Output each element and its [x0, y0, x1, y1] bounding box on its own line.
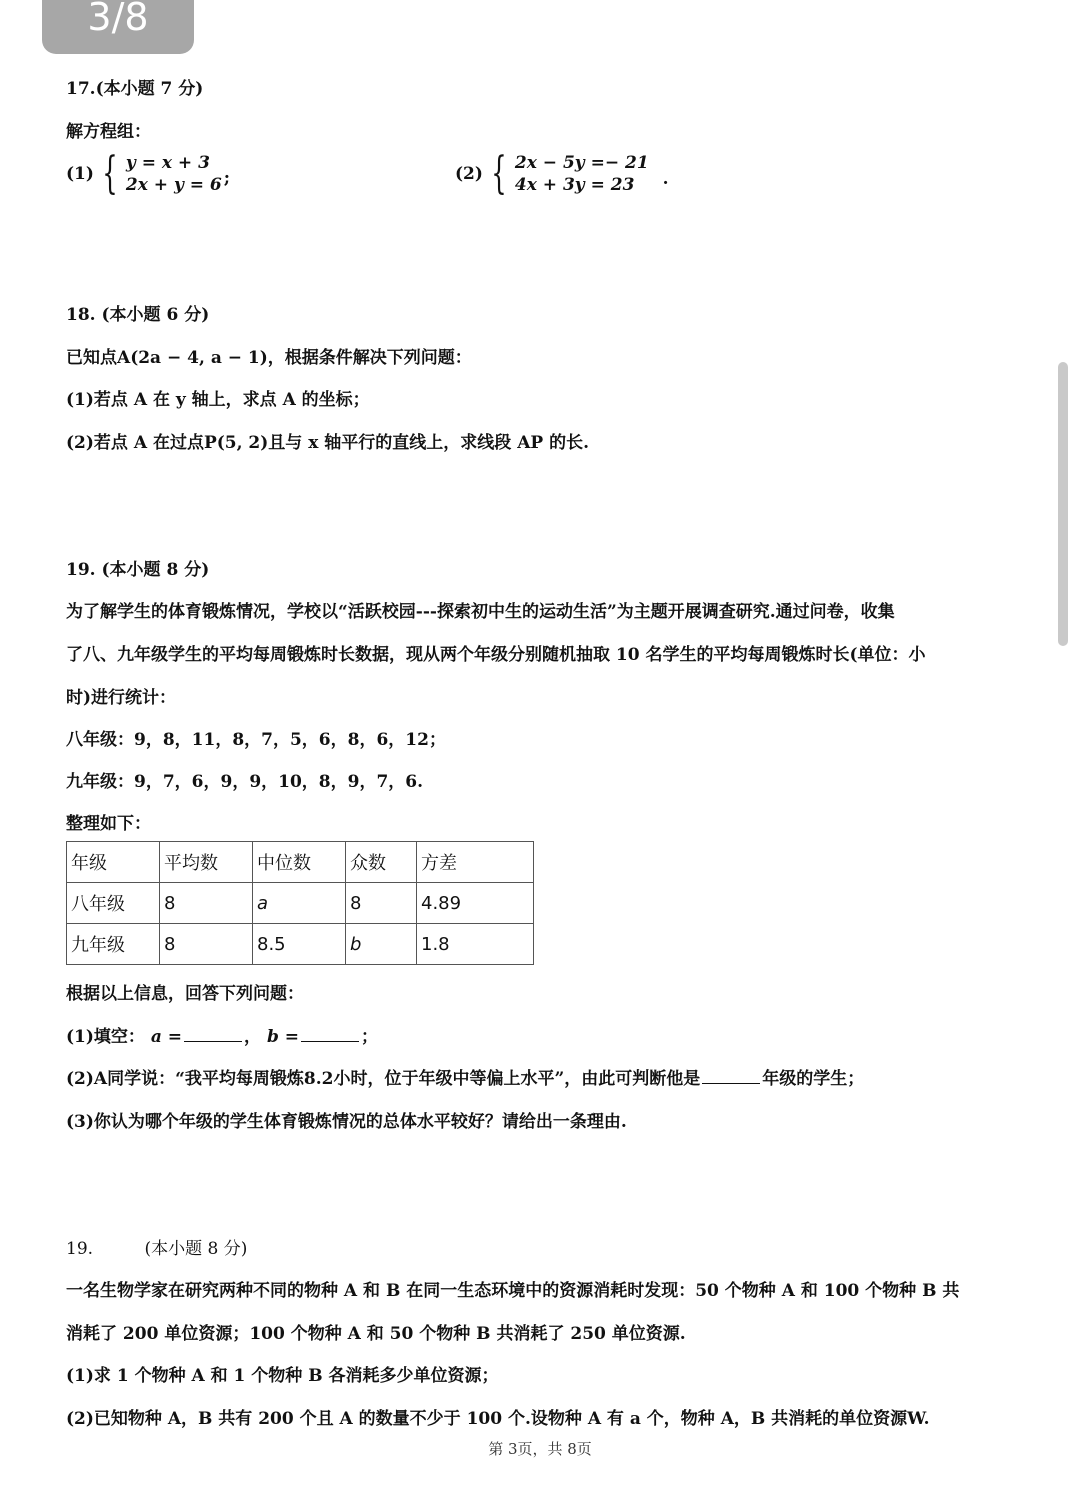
q19a-part2	[66, 1064, 864, 1089]
q19a-part1-b-label: b =	[266, 1027, 300, 1047]
table-cell: 8	[160, 883, 253, 924]
table-row	[67, 924, 534, 965]
q18-part1: (1)若点 A 在 y 轴上，求点 A 的坐标；	[66, 390, 370, 410]
q17-part1-end: ;	[223, 168, 231, 188]
statistics-table	[66, 841, 534, 965]
q19b-part2: (2)已知物种 A，B 共有 200 个且 A 的数量不少于 100 个.设物种 A 有 a 个，物种 A，B 共消耗的单位资源W.	[66, 1409, 930, 1429]
q19a-para2: 了八、九年级学生的平均每周锻炼时长数据，现从两个年级分别随机抽取 10 名学生的平均每周锻炼时长(单位：小	[66, 645, 926, 665]
q17-part2-end: .	[662, 169, 669, 189]
q19a-part1	[66, 1022, 378, 1047]
q19a-header: 19. (本小题 8 分)	[66, 560, 210, 580]
q19a-part3: (3)你认为哪个年级的学生体育锻炼情况的总体水平较好？请给出一条理由.	[66, 1112, 627, 1132]
q17-part1-label: (1)	[66, 164, 94, 184]
table-cell: 4.89	[417, 883, 534, 924]
table-cell: 九年级	[67, 924, 160, 965]
table-cell: 8	[346, 883, 417, 924]
table-cell: 8.5	[253, 924, 346, 965]
q17-part2-label: (2)	[455, 164, 483, 184]
table-cell: 8	[160, 924, 253, 965]
q17-part1-eq2: 2x + y = 6	[125, 175, 222, 195]
table-cell: b	[346, 924, 417, 965]
q19a-part1-prefix: (1)填空：	[66, 1027, 145, 1047]
q19a-part2-text: (2)A同学说：“我平均每周锻炼8.2小时，位于年级中等偏上水平”，由此可判断他是	[66, 1069, 701, 1089]
q19b-number: 19.	[66, 1239, 94, 1259]
table-cell: 八年级	[67, 883, 160, 924]
answer-blank-b[interactable]	[301, 1025, 359, 1042]
q19a-para3: 时)进行统计：	[66, 688, 177, 708]
q19a-part2-end: 年级的学生；	[762, 1069, 865, 1089]
table-header-cell: 中位数	[253, 842, 346, 883]
table-header-row	[67, 842, 534, 883]
q17-instruction: 解方程组：	[66, 122, 151, 142]
table-header-cell: 年级	[67, 842, 160, 883]
q19a-after-table: 根据以上信息，回答下列问题：	[66, 984, 304, 1004]
page-indicator-badge: 3/8	[42, 0, 194, 54]
q19a-part1-sep: ，	[244, 1027, 262, 1047]
q19b-part1: (1)求 1 个物种 A 和 1 个物种 B 各消耗多少单位资源；	[66, 1366, 499, 1386]
q19b-para2: 消耗了 200 单位资源；100 个物种 A 和 50 个物种 B 共消耗了 250 单位资源.	[66, 1324, 686, 1344]
answer-blank-a[interactable]	[184, 1025, 242, 1042]
q18-intro: 已知点A(2a − 4, a − 1)，根据条件解决下列问题：	[66, 348, 472, 368]
q19a-organize: 整理如下：	[66, 814, 151, 834]
scrollbar-thumb[interactable]	[1058, 362, 1068, 646]
answer-blank-grade[interactable]	[702, 1067, 760, 1084]
page-footer: 第 3页，共 8页	[488, 1440, 592, 1458]
table-cell: a	[253, 883, 346, 924]
q17-system-2	[455, 148, 669, 199]
q19a-part1-a-label: a =	[150, 1027, 183, 1047]
q19b-para1: 一名生物学家在研究两种不同的物种 A 和 B 在同一生态环境中的资源消耗时发现：50 个物种 A 和 100 个物种 B 共	[66, 1281, 960, 1301]
q17-header: 17.(本小题 7 分)	[66, 79, 204, 99]
q17-system-1	[66, 148, 231, 199]
table-header-cell: 方差	[417, 842, 534, 883]
table-header-cell: 平均数	[160, 842, 253, 883]
q19a-part1-end: ；	[361, 1027, 379, 1047]
q17-part2-eq2: 4x + 3y = 23	[514, 175, 635, 195]
q17-part1-eq1: y = x + 3	[125, 153, 210, 173]
q18-header: 18. (本小题 6 分)	[66, 305, 210, 325]
q17-part2-eq1: 2x − 5y =− 21	[514, 153, 649, 173]
q19b-score: (本小题 8 分)	[144, 1239, 248, 1259]
table-header-cell: 众数	[346, 842, 417, 883]
q19a-para1: 为了解学生的体育锻炼情况，学校以“活跃校园---探索初中生的运动生活”为主题开展调查研究.通过问卷，收集	[66, 602, 895, 622]
left-brace-icon: {	[102, 148, 118, 199]
table-cell: 1.8	[417, 924, 534, 965]
q19a-grade8-data: 八年级：9，8，11，8，7，5，6，8，6，12；	[66, 730, 446, 750]
q18-part2: (2)若点 A 在过点P(5, 2)且与 x 轴平行的直线上，求线段 AP 的长.	[66, 433, 590, 453]
q19a-grade9-data: 九年级：9，7，6，9，9，10，8，9，7，6.	[66, 772, 424, 792]
q19b-header	[66, 1234, 247, 1259]
left-brace-icon: {	[491, 148, 507, 199]
table-row	[67, 883, 534, 924]
